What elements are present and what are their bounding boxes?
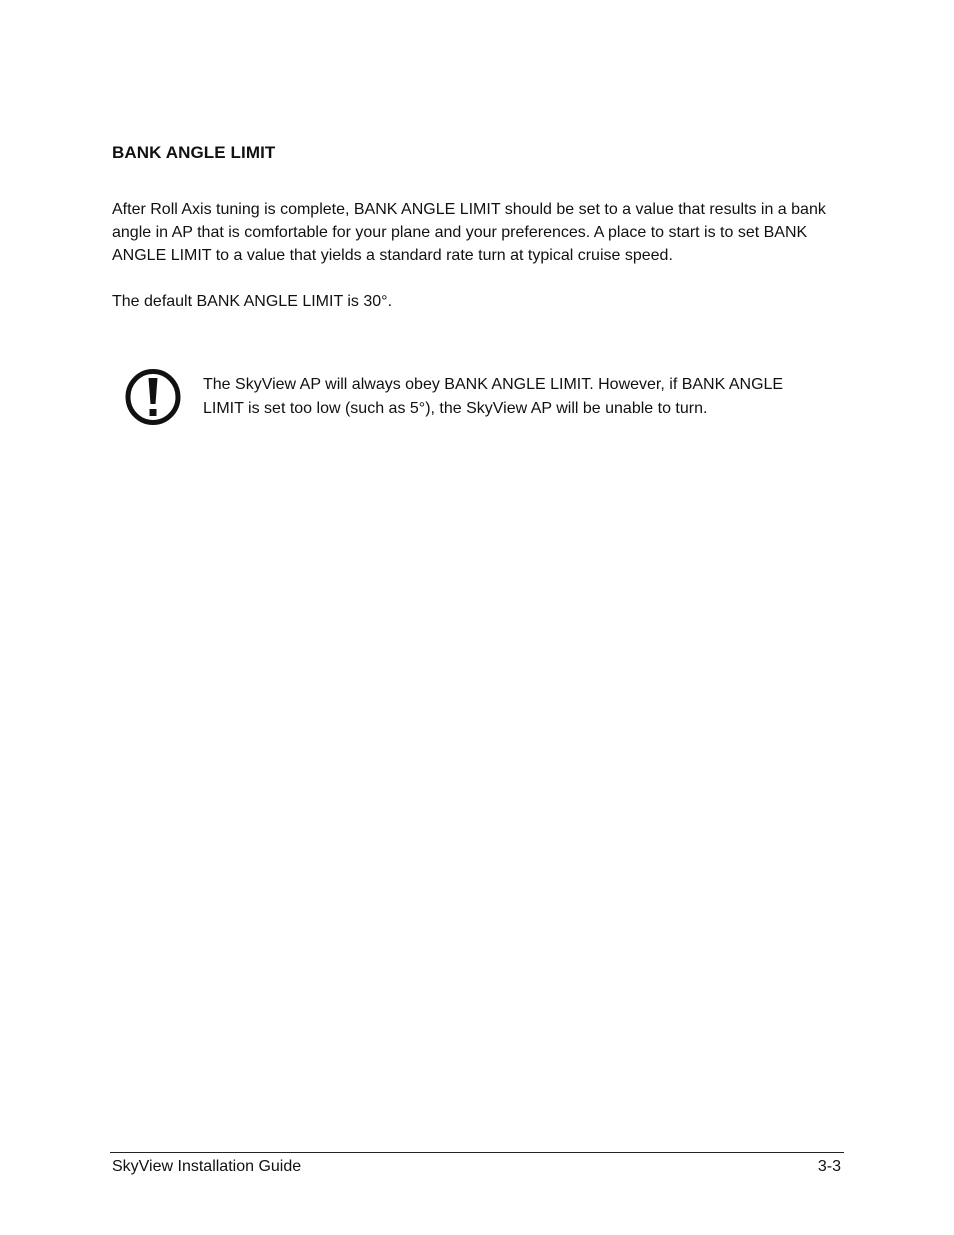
section-heading: BANK ANGLE LIMIT: [112, 143, 276, 162]
body-paragraph-roll-tuning: After Roll Axis tuning is complete, BANK ANGLE LIMIT should be set to a value that results in a bank angle in AP that is comfortable for your plane and your preferences. A place to start is to set BANK ANGLE LIMIT to a value that yields a standard rate turn at typical cruise speed.: [112, 201, 826, 264]
footer-document-title: SkyView Installation Guide: [112, 1158, 302, 1175]
footer-divider: [110, 1152, 844, 1153]
footer-page-number: 3-3: [817, 1158, 841, 1175]
notice-box: [124, 366, 844, 432]
notice-text: The SkyView AP will always obey BANK ANGLE LIMIT. However, if BANK ANGLE LIMIT is set too low (such as 5°), the SkyView AP will be unable to turn.: [203, 376, 784, 417]
body-paragraph-default-value: The default BANK ANGLE LIMIT is 30°.: [112, 293, 393, 310]
exclamation-circle-icon: [124, 366, 184, 428]
